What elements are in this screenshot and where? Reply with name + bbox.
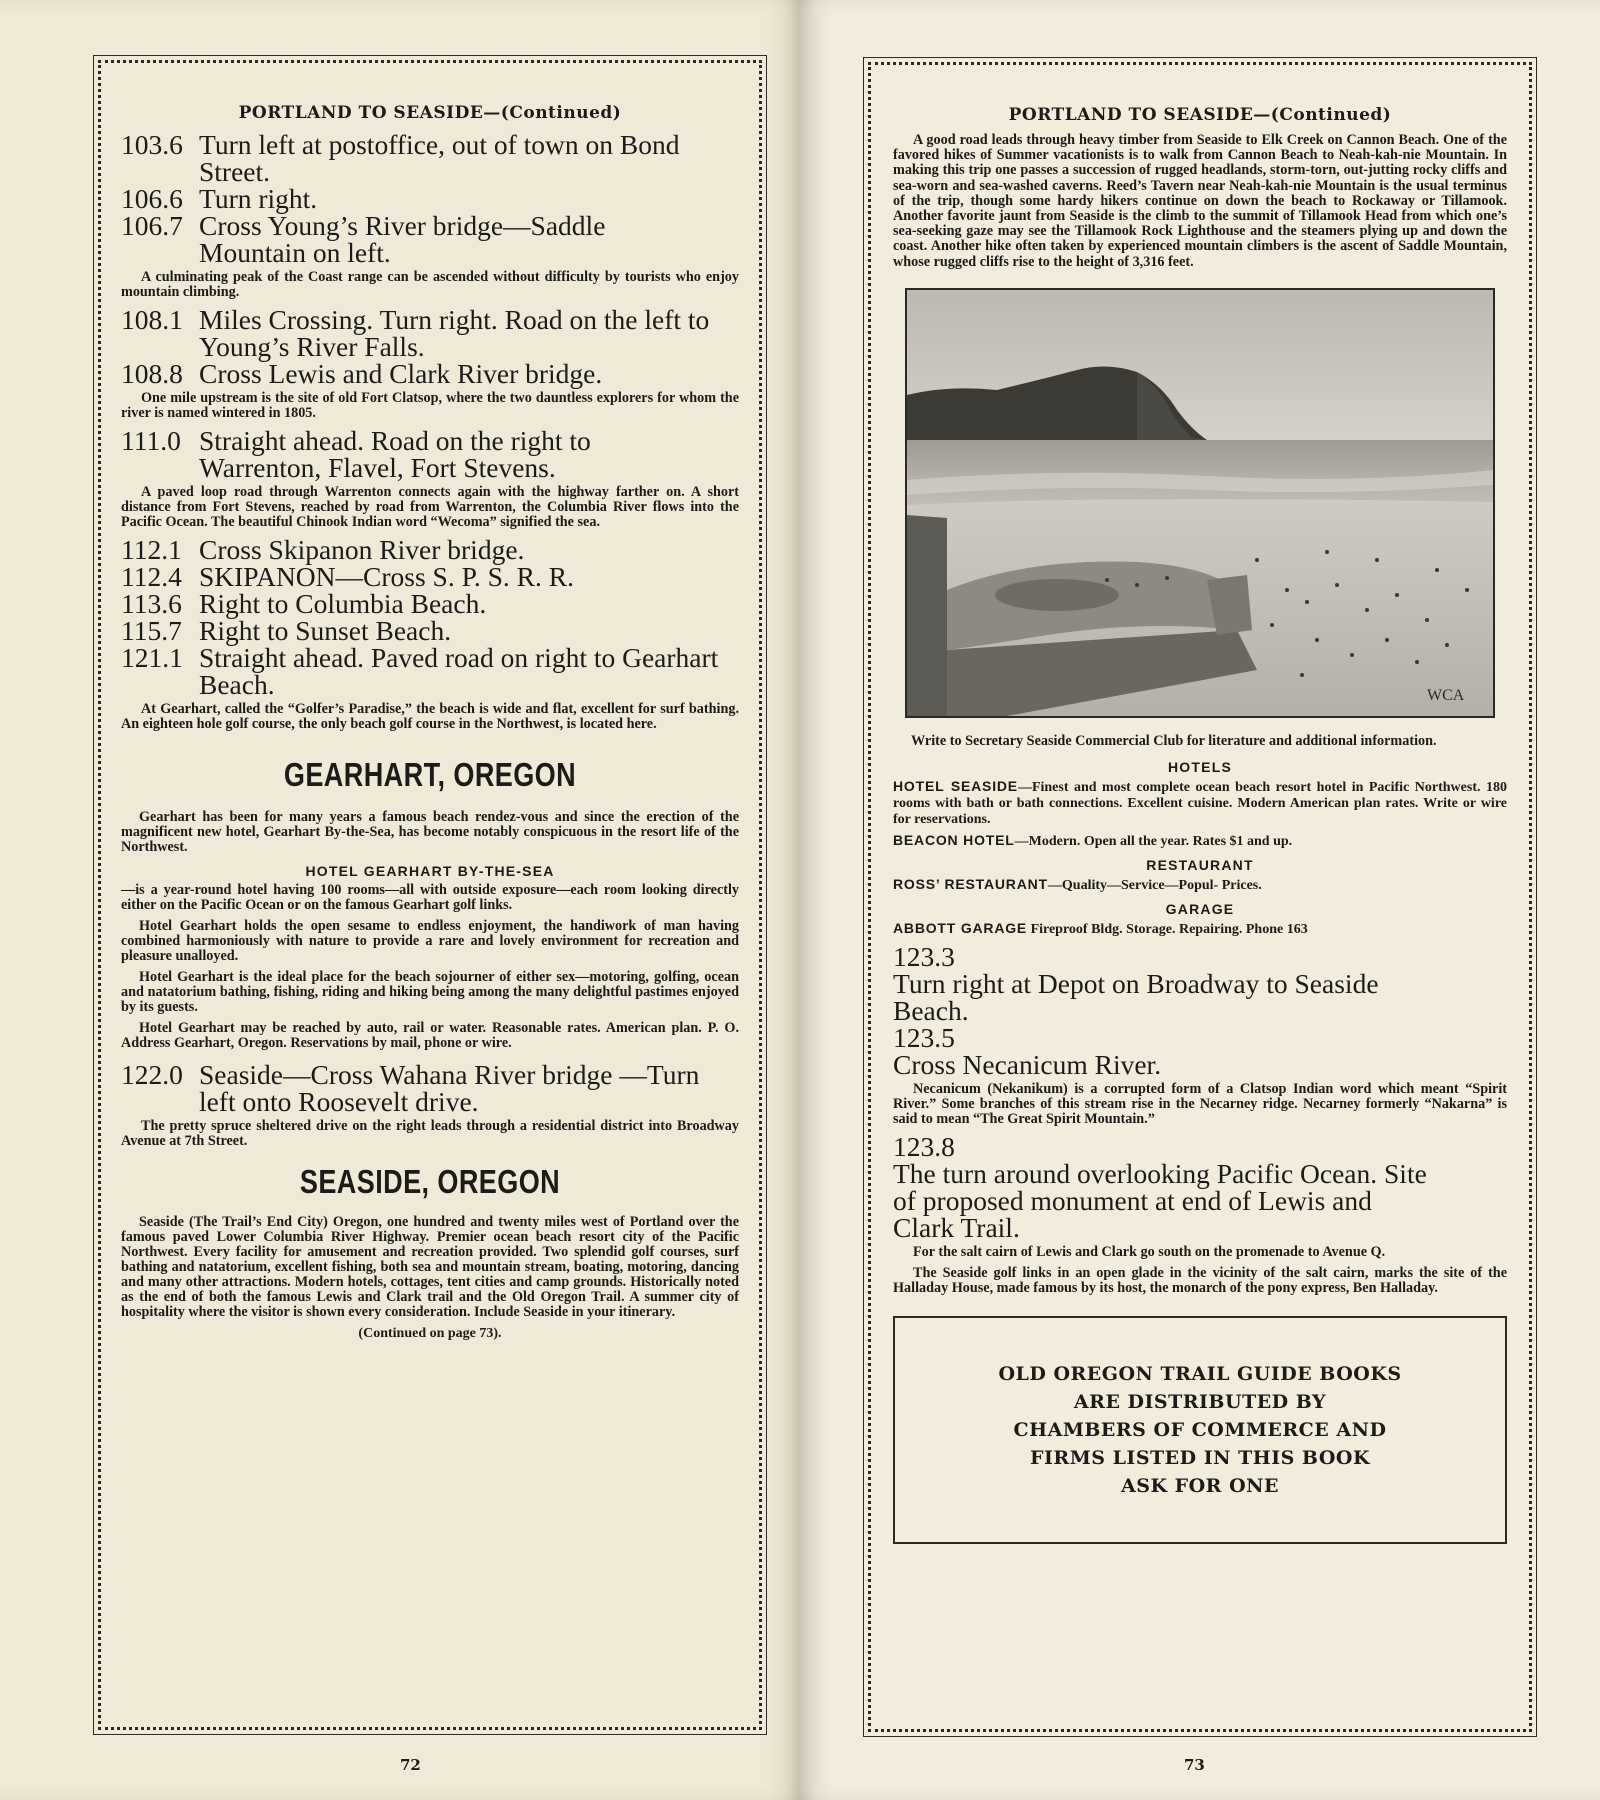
route-entry xyxy=(893,1021,1507,1080)
beach-photograph xyxy=(905,288,1495,718)
photo-signature: WCA xyxy=(1427,686,1465,704)
route-instruction: The turn around overlooking Pacific Ocean. Site of proposed monument at end of Lewis and Clark Trail. xyxy=(893,1157,1427,1243)
mileage: 111.0 xyxy=(121,425,181,456)
notice-line: OLD OREGON TRAIL GUIDE BOOKS xyxy=(998,1362,1402,1385)
listing-text: —Quality—Service—Popul‑ Prices. xyxy=(1047,877,1262,893)
route-instruction: SKIPANON—Cross S. P. S. R. R. xyxy=(199,561,574,592)
restaurant-subheading: RESTAURANT xyxy=(1146,856,1254,873)
hotel-listing xyxy=(893,833,1507,849)
listing-name: ROSS’ RESTAURANT xyxy=(893,875,1048,892)
mileage: 122.0 xyxy=(121,1059,183,1090)
route-note: The pretty spruce sheltered drive on the right leads through a residential district into Broadway Avenue at 7th Street. xyxy=(121,1118,739,1149)
hotel-listing xyxy=(893,779,1507,827)
running-head: PORTLAND TO SEASIDE—(Continued) xyxy=(238,103,622,123)
route-entry xyxy=(893,1130,1507,1243)
seaside-paragraph: Seaside (The Trail’s End City) Oregon, one hundred and twenty miles west of Portland over the famous paved Lower Columbia River Highway. Premier ocean beach resort city of the Pacific Northwest. Every facility for amusement and recreation provided. Two splendid golf courses, surf bathing and natatorium, excellent fishing, both sea and mountain stream, boating, motoring, dancing and many other attractions. Modern hotels, cottages, tent cities and camp grounds. Historically noted as the end of both the famous Lewis and Clark trail and the Old Oregon Trail. A summer city of hospitality where the visitor is shown every consideration. Include Seaside in your itinerary. xyxy=(121,1214,739,1320)
right-page xyxy=(800,0,1600,1800)
section-heading-seaside: SEASIDE, OREGON xyxy=(299,1163,561,1200)
section-heading-gearhart: GEARHART, OREGON xyxy=(283,756,577,793)
hotel-paragraph: Hotel Gearhart holds the open sesame to endless enjoyment, the handiwork of man having combined harmoniously with nature to provide a rare and lovely environment for recreation and pleasure unalloyed. xyxy=(121,918,739,964)
guide-books-notice xyxy=(893,1316,1507,1544)
right-page-content xyxy=(893,105,1507,1544)
route-instruction: Turn right at Depot on Broadway to Seaside Beach. xyxy=(893,967,1379,1026)
route-note: Necanicum (Nekanikum) is a corrupted form of a Clatsop Indian word which meant “Spirit River.” Some branches of this stream rise in the Necarney ridge. Necarney formerly “Nakarna” is said to mean “The Great Spirit Mountain.” xyxy=(893,1080,1507,1127)
mileage: 106.6 xyxy=(121,183,183,214)
route-entry xyxy=(121,563,739,590)
listing-text: —Modern. Open all the year. Rates $1 and up. xyxy=(1014,833,1293,849)
left-page-border xyxy=(98,60,762,1730)
route-note: For the salt cairn of Lewis and Clark go south on the promenade to Avenue Q. xyxy=(913,1243,1386,1260)
page-number: 73 xyxy=(1184,1756,1205,1774)
route-instruction: Cross Young’s River bridge—Saddle Mountain on left. xyxy=(199,210,606,268)
route-instruction: Cross Lewis and Clark River bridge. xyxy=(199,358,603,389)
route-entry xyxy=(893,940,1507,1026)
route-entry xyxy=(121,536,739,563)
listing-text: Fireproof Bldg. Storage. Repairing. Phone 163 xyxy=(1027,921,1308,937)
route-group-3 xyxy=(121,427,739,481)
garage-listing xyxy=(893,921,1507,937)
route-entry xyxy=(121,212,739,266)
hotels-subheading: HOTELS xyxy=(1168,758,1232,775)
route-instruction: Seaside—Cross Wahana River bridge —Turn left onto Roosevelt drive. xyxy=(199,1059,700,1117)
write-to-note: Write to Secretary Seaside Commercial Club for literature and additional information. xyxy=(911,732,1437,749)
notice-line: FIRMS LISTED IN THIS BOOK xyxy=(1030,1446,1370,1469)
route-note: The Seaside golf links in an open glade in the vicinity of the salt cairn, marks the site of the Halladay House, made famous by its host, the monarch of the pony express, Ben Halladay. xyxy=(893,1264,1507,1296)
hotel-paragraph: —is a year-round hotel having 100 rooms—all with outside exposure—each room looking directly either on the Pacific Ocean or on the famous Gearhart golf links. xyxy=(121,882,739,913)
right-page-border xyxy=(868,62,1532,1732)
listing-name: HOTEL SEASIDE xyxy=(893,777,1018,794)
route-entry xyxy=(121,1061,739,1115)
mileage: 106.7 xyxy=(121,210,183,241)
mileage: 115.7 xyxy=(121,615,182,646)
continued-note: (Continued on page 73). xyxy=(358,1326,502,1341)
route-note: One mile upstream is the site of old Fort Clatsop, where the two dauntless explorers for whom the river is named wintered in 1805. xyxy=(121,390,739,421)
hotel-subheading: HOTEL GEARHART BY-THE-SEA xyxy=(305,863,555,879)
route-group-5 xyxy=(121,1061,739,1115)
route-instruction: Turn right. xyxy=(199,183,318,214)
page-number: 72 xyxy=(400,1756,421,1774)
route-instruction: Cross Necanicum River. xyxy=(893,1048,1162,1080)
route-instruction: Turn left at postoffice, out of town on Bond Street. xyxy=(199,129,680,187)
route-group-6 xyxy=(893,940,1507,1080)
route-group-1 xyxy=(121,131,739,266)
mileage: 112.4 xyxy=(121,561,182,592)
route-group-7 xyxy=(893,1130,1507,1243)
route-instruction: Straight ahead. Paved road on right to Gearhart Beach. xyxy=(199,642,719,700)
hotel-paragraph: Hotel Gearhart is the ideal place for the beach sojourner of either sex—motoring, golfing, ocean and natatorium bathing, fishing, riding and hiking being among the many delightful pastimes enjoyed by its guests. xyxy=(121,969,739,1015)
mileage: 123.3 xyxy=(893,940,955,972)
mileage: 112.1 xyxy=(121,534,182,565)
listing-text: —Finest and most complete ocean beach resort hotel in Pacific Northwest. 180 rooms with bath or bath connections. Excellent cuisine. Modern American plan rates. Write or wire for reservations. xyxy=(893,779,1507,827)
mileage: 121.1 xyxy=(121,642,183,673)
route-instruction: Cross Skipanon River bridge. xyxy=(199,534,525,565)
route-instruction: Straight ahead. Road on the right to Warrenton, Flavel, Fort Stevens. xyxy=(199,425,591,483)
route-entry xyxy=(121,185,739,212)
route-entry xyxy=(121,360,739,387)
hikes-paragraph: A good road leads through heavy timber from Seaside to Elk Creek on Cannon Beach. One of the favored hikes of Summer vacationists is to walk from Cannon Beach to Neah-kah-nie Mountain. In making this trip one passes a succession of rugged headlands, storm-torn, out-jutting rocky cliffs and sea-worn and sea-washed caverns. Reed’s Tavern near Neah-kah-nie Mountain is the usual terminus of the trip, though some hardy hikers continue on down the beach to Rockaway or Tillamook. Another favorite jaunt from Seaside is the climb to the summit of Tillamook Head from which one’s sea-seeking gaze may see the Tillamook Rock Lighthouse and the steamers plying up and down the coast. Another hike often taken by experienced mountain climbers is the ascent of Saddle Mountain, whose rugged cliffs rise to the height of 3,316 feet. xyxy=(893,132,1507,270)
route-instruction: Miles Crossing. Turn right. Road on the left to Young’s River Falls. xyxy=(199,304,710,362)
garage-subheading: GARAGE xyxy=(1165,900,1235,917)
notice-line: ARE DISTRIBUTED BY xyxy=(1073,1390,1327,1413)
route-group-4 xyxy=(121,536,739,698)
route-note: A culminating peak of the Coast range can be ascended without difficulty by tourists who enjoy mountain climbing. xyxy=(121,269,739,300)
route-note: A paved loop road through Warrenton connects again with the highway farther on. A short distance from Fort Stevens, reached by road from Warrenton, the Columbia River flows into the Pacific Ocean. The beautiful Chinook Indian word “Wecoma” signified the sea. xyxy=(121,484,739,530)
route-entry xyxy=(121,617,739,644)
mileage: 123.8 xyxy=(893,1130,955,1162)
mileage: 113.6 xyxy=(121,588,182,619)
gearhart-intro: Gearhart has been for many years a famous beach rendez-vous and since the erection of the magnificent new hotel, Gearhart By-the-Sea, has become notably conspicuous in the resort life of the Northwest. xyxy=(121,809,739,855)
route-entry xyxy=(121,590,739,617)
route-group-2 xyxy=(121,306,739,387)
route-entry xyxy=(121,131,739,185)
mileage: 108.8 xyxy=(121,358,183,389)
route-note: At Gearhart, called the “Golfer’s Paradise,” the beach is wide and flat, excellent for surf bathing. An eighteen hole golf course, the only beach golf course in the Northwest, is located here. xyxy=(121,701,739,732)
notice-line: CHAMBERS OF COMMERCE AND xyxy=(1013,1418,1387,1441)
mileage: 108.1 xyxy=(121,304,183,335)
beach-photo-illustration xyxy=(907,290,1493,716)
running-head: PORTLAND TO SEASIDE—(Continued) xyxy=(1008,105,1392,125)
restaurant-listing xyxy=(893,877,1507,893)
route-instruction: Right to Columbia Beach. xyxy=(199,588,487,619)
mileage: 123.5 xyxy=(893,1021,955,1053)
route-entry xyxy=(121,427,739,481)
listing-name: ABBOTT GARAGE xyxy=(893,919,1028,936)
left-page-content xyxy=(121,103,739,1342)
route-entry xyxy=(121,306,739,360)
notice-line: ASK FOR ONE xyxy=(1121,1474,1279,1497)
hotel-paragraph: Hotel Gearhart may be reached by auto, rail or water. Reasonable rates. American plan. P. O. Address Gearhart, Oregon. Reservations by mail, phone or wire. xyxy=(121,1020,739,1051)
listing-name: BEACON HOTEL xyxy=(893,831,1015,848)
mileage: 103.6 xyxy=(121,129,183,160)
route-instruction: Right to Sunset Beach. xyxy=(199,615,452,646)
route-entry xyxy=(121,644,739,698)
